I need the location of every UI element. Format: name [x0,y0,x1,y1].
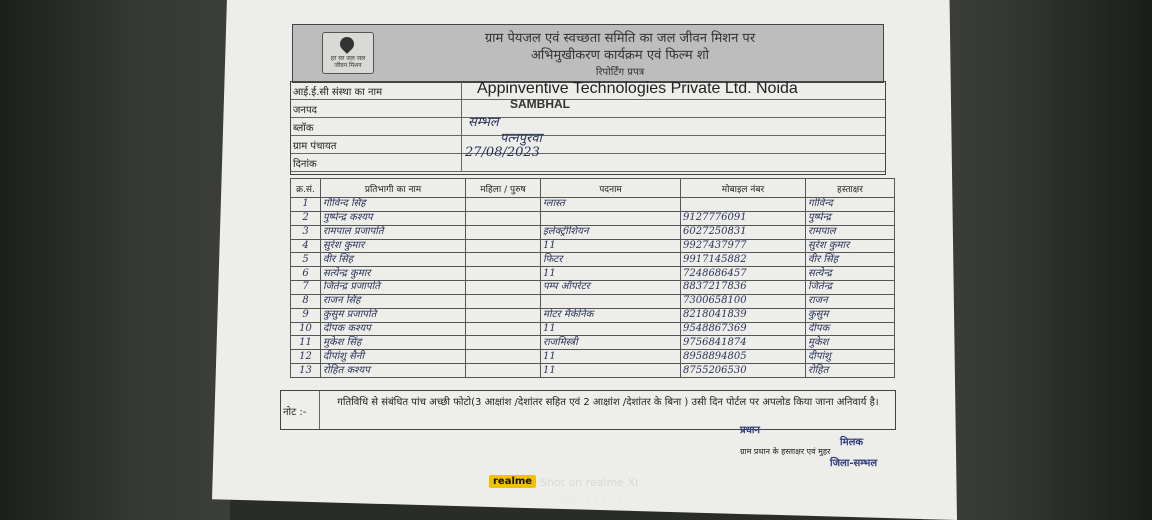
row-gender [466,267,541,281]
row-designation [541,211,681,225]
row-signature: राजन [806,294,895,308]
table-row [291,198,895,212]
row-designation: 11 [541,267,681,281]
row-gender [466,322,541,336]
row-signature: दीपक [806,322,895,336]
date-value: 27/08/2023 [465,145,540,160]
row-signature: वीर सिंह [806,253,895,267]
table-row [291,322,895,336]
row-gender [466,211,541,225]
row-signature: रामपाल [806,225,895,239]
header-mobile: मोबाइल नंबर [681,179,806,198]
jal-jeevan-logo [322,32,374,74]
district-value: SAMBHAL [510,97,570,111]
row-sno: 4 [291,239,321,253]
divider [461,100,462,117]
row-mobile: 9548867369 [681,322,806,336]
row-signature: कुसुम [806,308,895,322]
table-row [291,253,895,267]
table-row [291,267,895,281]
row-name: मुकेश सिंह [321,336,466,350]
row-signature: सुरेश कुमार [806,239,895,253]
info-row-date [291,154,885,172]
table-row [291,294,895,308]
block-label: ब्लॉक [293,123,314,134]
stamp-line4: जिला-सम्भल [830,458,878,469]
row-designation: 11 [541,322,681,336]
table-row [291,225,895,239]
row-name: कुसुम प्रजापति [321,308,466,322]
header-sno: क्र.सं. [291,179,321,198]
row-gender [466,239,541,253]
background-left [0,0,230,520]
table-row [291,350,895,364]
table-header-row [291,179,895,198]
realme-badge: realme [489,475,536,488]
info-row-block [291,118,885,136]
row-designation: 11 [541,350,681,364]
row-name: राजन सिंह [321,294,466,308]
row-sno: 9 [291,308,321,322]
row-mobile [681,198,806,212]
row-signature: गोविन्द [806,198,895,212]
row-mobile: 9927437977 [681,239,806,253]
row-designation: इलेक्ट्रीशियन [541,225,681,239]
background-right [922,0,1152,520]
logo-caption: हर घर जल जल जीवन मिशन [330,55,366,69]
row-sno: 5 [291,253,321,267]
table-row [291,239,895,253]
row-mobile: 8755206530 [681,364,806,378]
row-mobile: 8958894805 [681,350,806,364]
pradhan-stamp [740,422,920,470]
row-gender [466,364,541,378]
row-sno: 6 [291,267,321,281]
row-name: गौविन्द सिंह [321,198,466,212]
row-mobile: 6027250831 [681,225,806,239]
table-row [291,364,895,378]
row-designation: पम्प ऑपरेटर [541,281,681,295]
row-mobile: 9756841874 [681,336,806,350]
divider [461,82,462,99]
row-sno: 7 [291,281,321,295]
row-mobile: 7300658100 [681,294,806,308]
row-name: सुरेश कुमार [321,239,466,253]
row-gender [466,281,541,295]
row-mobile: 9127776091 [681,211,806,225]
table-row [291,336,895,350]
block-value: सम्भल [468,115,499,130]
row-signature: दीपांशु [806,350,895,364]
table-row [291,211,895,225]
row-designation: फिटर [541,253,681,267]
row-sno: 8 [291,294,321,308]
water-drop-icon [337,34,357,54]
table-row [291,281,895,295]
row-mobile: 8218041839 [681,308,806,322]
stamp-line1: प्रधान [740,425,760,436]
row-gender [466,198,541,212]
row-designation: मोटर मैकेनिक [541,308,681,322]
header-gender: महिला / पुरुष [466,179,541,198]
note-label: नोट :- [283,407,307,418]
district-label: जनपद [293,105,317,116]
row-name: पुष्पेन्द्र कश्यप [321,211,466,225]
note-text: गतिविधि से संबंधित पांच अच्छी फोटो(3 आक्षांश /देशांतर सहित एवं 2 आक्षांश /देशांतर के बिना ) उसी दिन पोर्टल पर अपलोड किया जाना अनिवार्य है। [337,397,879,408]
row-mobile: 9917145882 [681,253,806,267]
header-name: प्रतिभागी का नाम [321,179,466,198]
header-designation: पदनाम [541,179,681,198]
row-signature: पुष्पेन्द्र [806,211,895,225]
org-label: आई.ई.सी संस्था का नाम [293,87,383,98]
row-sno: 11 [291,336,321,350]
divider [461,118,462,135]
row-gender [466,225,541,239]
divider [461,154,462,171]
row-designation: राजमिस्त्री [541,336,681,350]
row-mobile: 7248686457 [681,267,806,281]
info-row-district [291,100,885,118]
row-sno: 13 [291,364,321,378]
row-sno: 10 [291,322,321,336]
row-name: रामपाल प्रजापति [321,225,466,239]
org-value: Appinventive Technologies Private Ltd. Noida [477,80,798,97]
row-gender [466,253,541,267]
row-designation [541,294,681,308]
row-designation: 11 [541,364,681,378]
row-sno: 1 [291,198,321,212]
row-name: सत्येन्द्र कुमार [321,267,466,281]
row-signature: जितेन्द्र [806,281,895,295]
stamp-caption: ग्राम प्रधान के हस्ताक्षर एवं मुहर [740,447,831,456]
row-name: वीर सिंह [321,253,466,267]
row-sno: 2 [291,211,321,225]
row-name: रोहित कश्यप [321,364,466,378]
row-sno: 12 [291,350,321,364]
header-signature: हस्ताक्षर [806,179,895,198]
row-designation: ग्लास्त [541,198,681,212]
row-gender [466,336,541,350]
row-signature: रोहित [806,364,895,378]
row-signature: सत्येन्द्र [806,267,895,281]
divider [319,391,320,429]
shot-on-watermark: Shot on realme XI [540,476,639,489]
row-gender [466,350,541,364]
row-signature: मुकेश [806,336,895,350]
form-title-line2: अभिमुखीकरण कार्यक्रम एवं फिल्म शो [531,48,709,63]
row-designation: 11 [541,239,681,253]
row-sno: 3 [291,225,321,239]
date-label: दिनांक [293,159,317,170]
attendance-table [290,178,895,378]
gp-value: पत्नपुरवा [500,131,542,146]
row-name: दीपांशु सैनी [321,350,466,364]
row-name: जितेन्द्र प्रजापति [321,281,466,295]
info-row-gp [291,136,885,154]
form-title-line3: रिपोर्टिंग प्रपत्र [595,67,645,78]
photo-timestamp: 2023/08/27 13:46 [533,495,623,506]
row-gender [466,308,541,322]
row-name: दीपक कश्यप [321,322,466,336]
row-gender [466,294,541,308]
row-mobile: 8837217836 [681,281,806,295]
divider [461,136,462,153]
table-row [291,308,895,322]
stamp-line2: मिलक [840,437,864,448]
gp-label: ग्राम पंचायत [293,141,337,152]
form-title-line1: ग्राम पेयजल एवं स्वच्छता समिति का जल जीवन मिशन पर [484,31,756,46]
